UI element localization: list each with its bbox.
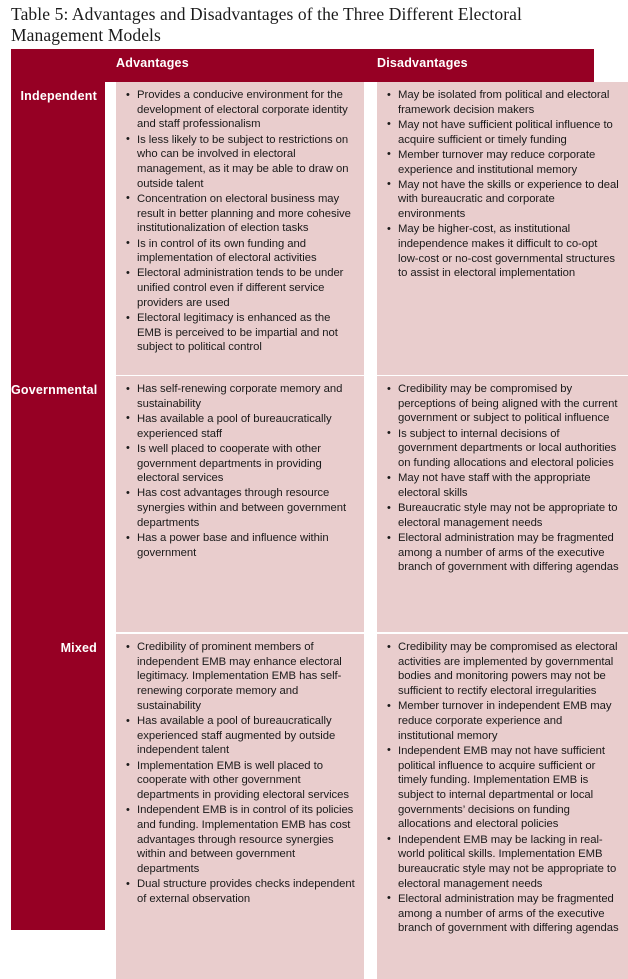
cell-independent-disadvantages [377,82,628,403]
list-item: • May be higher-cost, as institutional independence makes it difficult to co-opt low-cost or no-cost governmental structures to assist in electoral implementation [387,222,620,281]
list-item: • Bureaucratic style may not be appropriate to electoral management needs [387,501,620,530]
cell-independent-advantages [116,82,364,403]
list-item: • Has self-renewing corporate memory and sustainability [126,382,356,411]
list-item: • May not have sufficient political influence to acquire sufficient or timely funding [387,118,620,147]
bullet-list-mixed-advantages [126,640,356,907]
list-item: • Independent EMB may be lacking in real-world political skills. Implementation EMB bureaucratic style may not be appropriate to electoral management needs [387,833,620,892]
column-header-disadvantages: Disadvantages [377,56,468,70]
row-label-independent: Independent [20,89,97,103]
list-item: • Member turnover in independent EMB may reduce corporate experience and institutional memory [387,699,620,743]
bullet-list-independent-disadvantages [387,88,620,281]
list-item: • Member turnover may reduce corporate experience and institutional memory [387,148,620,177]
page-title: Table 5: Advantages and Disadvantages of the Three Different Electoral Management Models [11,4,522,45]
list-item: • Is in control of its own funding and implementation of electoral activities [126,237,356,266]
list-item: • Electoral administration tends to be under unified control even if different service providers are used [126,266,356,310]
list-item: • May be isolated from political and electoral framework decision makers [387,88,620,117]
table-row-governmental [11,376,628,633]
list-item: • Electoral administration may be fragmented among a number of arms of the executive branch of government with differing agendas [387,531,620,575]
list-item: • Is well placed to cooperate with other government departments in providing electoral services [126,442,356,486]
list-item: • Independent EMB is in control of its policies and funding. Implementation EMB has cost advantages through resource synergies within and between government departments [126,803,356,877]
list-item: • Has a power base and influence within government [126,531,356,560]
list-item: • Electoral administration may be fragmented among a number of arms of the executive branch of government with differing agendas [387,892,620,936]
table-row-independent [20,82,628,403]
list-item: • Credibility may be compromised as electoral activities are implemented by governmental bodies and monitoring powers may not be sufficient to rectify electoral irregularities [387,640,620,699]
bullet-list-mixed-disadvantages [387,640,620,936]
bullet-list-governmental-advantages [126,382,356,560]
electoral-management-models-table [11,49,628,979]
list-item: • Provides a conducive environment for the development of electoral corporate identity and staff professionalism [126,88,356,132]
list-item: • May not have the skills or experience to deal with bureaucratic and corporate environments [387,178,620,222]
cell-governmental-disadvantages [377,376,628,633]
table-row-mixed [60,634,628,979]
list-item: • Dual structure provides checks independent of external observation [126,877,356,906]
list-item: • Has available a pool of bureaucratically experienced staff [126,412,356,441]
cell-governmental-advantages [116,376,364,633]
row-label-column [11,49,105,930]
list-item: • Implementation EMB is well placed to cooperate with other government departments in providing electoral services [126,759,356,803]
list-item: • Has available a pool of bureaucratically experienced staff augmented by outside independent talent [126,714,356,758]
list-item: • Credibility of prominent members of independent EMB may enhance electoral legitimacy. Implementation EMB has self-renewing corporate memory and sustainability [126,640,356,714]
bullet-list-independent-advantages [126,88,356,355]
cell-mixed-advantages [116,634,364,979]
cell-mixed-disadvantages [377,634,628,979]
list-item: • Electoral legitimacy is enhanced as the EMB is perceived to be impartial and not subject to political control [126,311,356,355]
column-header-advantages: Advantages [116,56,189,70]
list-item: • Concentration on electoral business may result in better planning and more cohesive institutionalization of election tasks [126,192,356,236]
list-item: • Is subject to internal decisions of government departments or local authorities on funding allocations and electoral policies [387,427,620,471]
list-item: • Is less likely to be subject to restrictions on who can be involved in electoral management, as it may be able to draw on outside talent [126,133,356,192]
list-item: • Credibility may be compromised by perceptions of being aligned with the current government or subject to political influence [387,382,620,426]
list-item: • May not have staff with the appropriate electoral skills [387,471,620,500]
row-label-mixed: Mixed [60,641,97,655]
list-item: • Independent EMB may not have sufficient political influence to acquire sufficient or timely funding. Implementation EMB is subject to internal departmental or local governments’ decisions on funding allocations and electoral policies [387,744,620,832]
bullet-list-governmental-disadvantages [387,382,620,575]
row-label-governmental: Governmental [11,383,98,397]
column-divider [375,82,377,979]
list-item: • Has cost advantages through resource synergies within and between government departments [126,486,356,530]
